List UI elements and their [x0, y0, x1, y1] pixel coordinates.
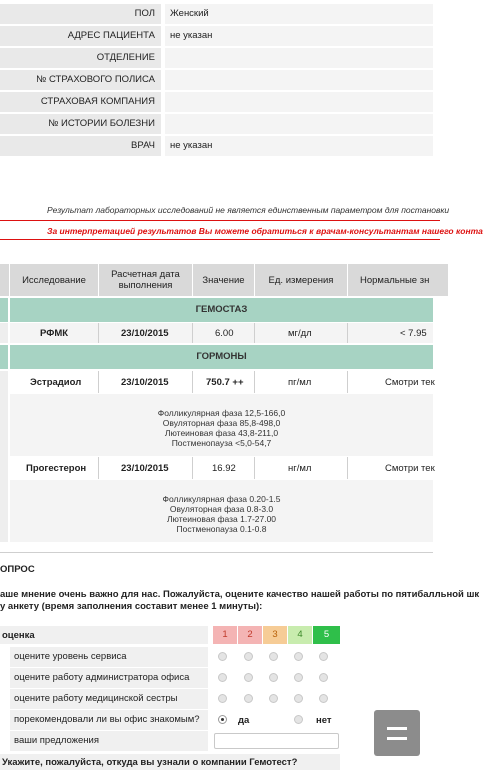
patient-label: АДРЕС ПАЦИЕНТА	[0, 26, 161, 46]
rating-radio[interactable]	[269, 694, 278, 703]
test-norm: Смотри тек	[385, 463, 435, 474]
survey-intro-line: аше мнение очень важно для нас. Пожалуйста, оцените качество нашей работы по пятибалльной шк	[0, 589, 480, 600]
rating-radio[interactable]	[244, 694, 253, 703]
test-name: Прогестерон	[26, 463, 87, 474]
patient-row-department	[0, 48, 433, 68]
row-side	[0, 323, 8, 343]
norm-line: Овуляторная фаза 0.8-3.0	[169, 504, 274, 514]
grade-4: 4	[288, 626, 312, 644]
survey-suggestions	[0, 731, 340, 751]
table-row	[10, 323, 433, 343]
table-bottom-line	[0, 552, 433, 553]
test-value: 750.7 ++	[206, 377, 244, 388]
patient-label: СТРАХОВАЯ КОМПАНИЯ	[0, 92, 161, 112]
rating-radio[interactable]	[319, 652, 328, 661]
test-norm: < 7.95	[400, 328, 427, 339]
section-side	[0, 298, 8, 322]
source-question-row	[0, 754, 340, 770]
survey-question-nurse	[0, 689, 340, 709]
section-title: ГОРМОНЫ	[10, 345, 433, 369]
rating-radio[interactable]	[294, 652, 303, 661]
norm-line: Лютеиновая фаза 43,8-211,0	[164, 428, 279, 438]
test-date: 23/10/2015	[121, 463, 169, 474]
grid-line	[192, 323, 193, 343]
grade-header	[0, 626, 208, 644]
survey-question-admin	[0, 668, 340, 688]
patient-label: ОТДЕЛЕНИЕ	[0, 48, 161, 68]
question-label: оцените работу медицинской сестры	[10, 689, 208, 709]
patient-value: не указан	[165, 136, 433, 156]
grid-line	[347, 457, 348, 479]
test-norm: Смотри тек	[385, 377, 435, 388]
survey-title: ОПРОС	[0, 564, 35, 575]
survey-question-service	[0, 647, 340, 667]
rating-radio[interactable]	[244, 652, 253, 661]
rating-radio[interactable]	[218, 673, 227, 682]
header-test: Исследование	[10, 264, 98, 296]
rating-radio[interactable]	[269, 652, 278, 661]
patient-row-doctor	[0, 136, 433, 156]
grid-line	[98, 323, 99, 343]
question-label: порекомендовали ли вы офис знакомым?	[10, 710, 208, 730]
patient-label: № ИСТОРИИ БОЛЕЗНИ	[0, 114, 161, 134]
test-date: 23/10/2015	[121, 328, 169, 339]
table-row	[10, 457, 433, 479]
test-name: РФМК	[40, 328, 69, 339]
section-title: ГЕМОСТАЗ	[10, 298, 433, 322]
menu-button[interactable]	[374, 710, 420, 756]
grid-line	[254, 371, 255, 393]
norm-line: Овуляторная фаза 85,8-498,0	[162, 418, 281, 428]
norm-line: Фолликулярная фаза 12,5-166,0	[157, 408, 286, 418]
patient-value: не указан	[165, 26, 433, 46]
patient-value	[165, 114, 433, 134]
recommend-no-radio[interactable]	[294, 715, 303, 724]
patient-row-policy	[0, 70, 433, 90]
rating-radio[interactable]	[218, 694, 227, 703]
patient-row-insurer	[0, 92, 433, 112]
table-row	[10, 371, 433, 393]
section-side	[0, 345, 8, 369]
test-unit: мг/дл	[288, 328, 312, 339]
test-name: Эстрадиол	[30, 377, 82, 388]
rating-radio[interactable]	[319, 673, 328, 682]
patient-label: ПОЛ	[0, 4, 161, 24]
rating-radio[interactable]	[294, 673, 303, 682]
patient-row-address	[0, 26, 433, 46]
patient-value: Женский	[165, 4, 433, 24]
suggestions-input[interactable]	[214, 733, 339, 749]
rating-radio[interactable]	[319, 694, 328, 703]
test-date: 23/10/2015	[121, 377, 169, 388]
survey-intro	[0, 589, 480, 613]
test-value: 6.00	[215, 328, 234, 339]
patient-value	[165, 92, 433, 112]
grade-2: 2	[238, 626, 262, 644]
recommend-no-label: нет	[316, 715, 332, 726]
grid-line	[254, 323, 255, 343]
survey-intro-line: у анкету (время заполнения составит менее 1 минуты):	[0, 601, 263, 612]
grade-1: 1	[213, 626, 237, 644]
test-value: 16.92	[212, 463, 236, 474]
grid-line	[347, 371, 348, 393]
norm-details	[10, 394, 433, 456]
norm-details	[10, 480, 433, 542]
grid-line	[347, 323, 348, 343]
source-question: Укажите, пожалуйста, откуда вы узнали о компании Гемотест?	[2, 757, 298, 768]
header-date: Расчетная дата выполнения	[99, 264, 192, 296]
row-side	[0, 371, 8, 542]
grade-5: 5	[313, 626, 340, 644]
patient-row-history	[0, 114, 433, 134]
patient-label: № СТРАХОВОГО ПОЛИСА	[0, 70, 161, 90]
grid-line	[98, 457, 99, 479]
header-value: Значение	[193, 264, 254, 296]
rating-radio[interactable]	[218, 652, 227, 661]
header-spacer	[0, 264, 9, 296]
question-label: ваши предложения	[10, 731, 208, 751]
disclaimer-note: Результат лабораторных исследований не является единственным параметром для постановки	[47, 205, 450, 215]
rating-radio[interactable]	[244, 673, 253, 682]
patient-row-sex	[0, 4, 433, 24]
norm-line: Лютеиновая фаза 1.7-27.00	[166, 514, 277, 524]
patient-value	[165, 70, 433, 90]
norm-line: Постменопауза 0.1-0.8	[176, 524, 267, 534]
norm-line: Постменопауза <5,0-54,7	[171, 438, 272, 448]
question-label: оцените уровень сервиса	[10, 647, 208, 667]
grid-line	[192, 371, 193, 393]
recommend-yes-label: да	[238, 715, 250, 726]
grade-3: 3	[263, 626, 287, 644]
grade-label: оценка	[2, 630, 35, 641]
rating-radio[interactable]	[294, 694, 303, 703]
header-norm: Нормальные зн	[348, 264, 448, 296]
recommend-yes-radio[interactable]	[218, 715, 227, 724]
patient-value	[165, 48, 433, 68]
question-label: оцените работу администратора офиса	[10, 668, 208, 688]
norm-line: Фолликулярная фаза 0.20-1.5	[162, 494, 281, 504]
grid-line	[254, 457, 255, 479]
patient-label: ВРАЧ	[0, 136, 161, 156]
consult-alert: За интерпретацией результатов Вы можете обратиться к врачам-консультантам нашего конта	[0, 220, 440, 240]
grid-line	[98, 371, 99, 393]
rating-radio[interactable]	[269, 673, 278, 682]
test-unit: пг/мл	[288, 377, 312, 388]
grid-line	[192, 457, 193, 479]
survey-question-recommend	[0, 710, 340, 730]
header-unit: Ед. измерения	[255, 264, 347, 296]
test-unit: нг/мл	[288, 463, 312, 474]
